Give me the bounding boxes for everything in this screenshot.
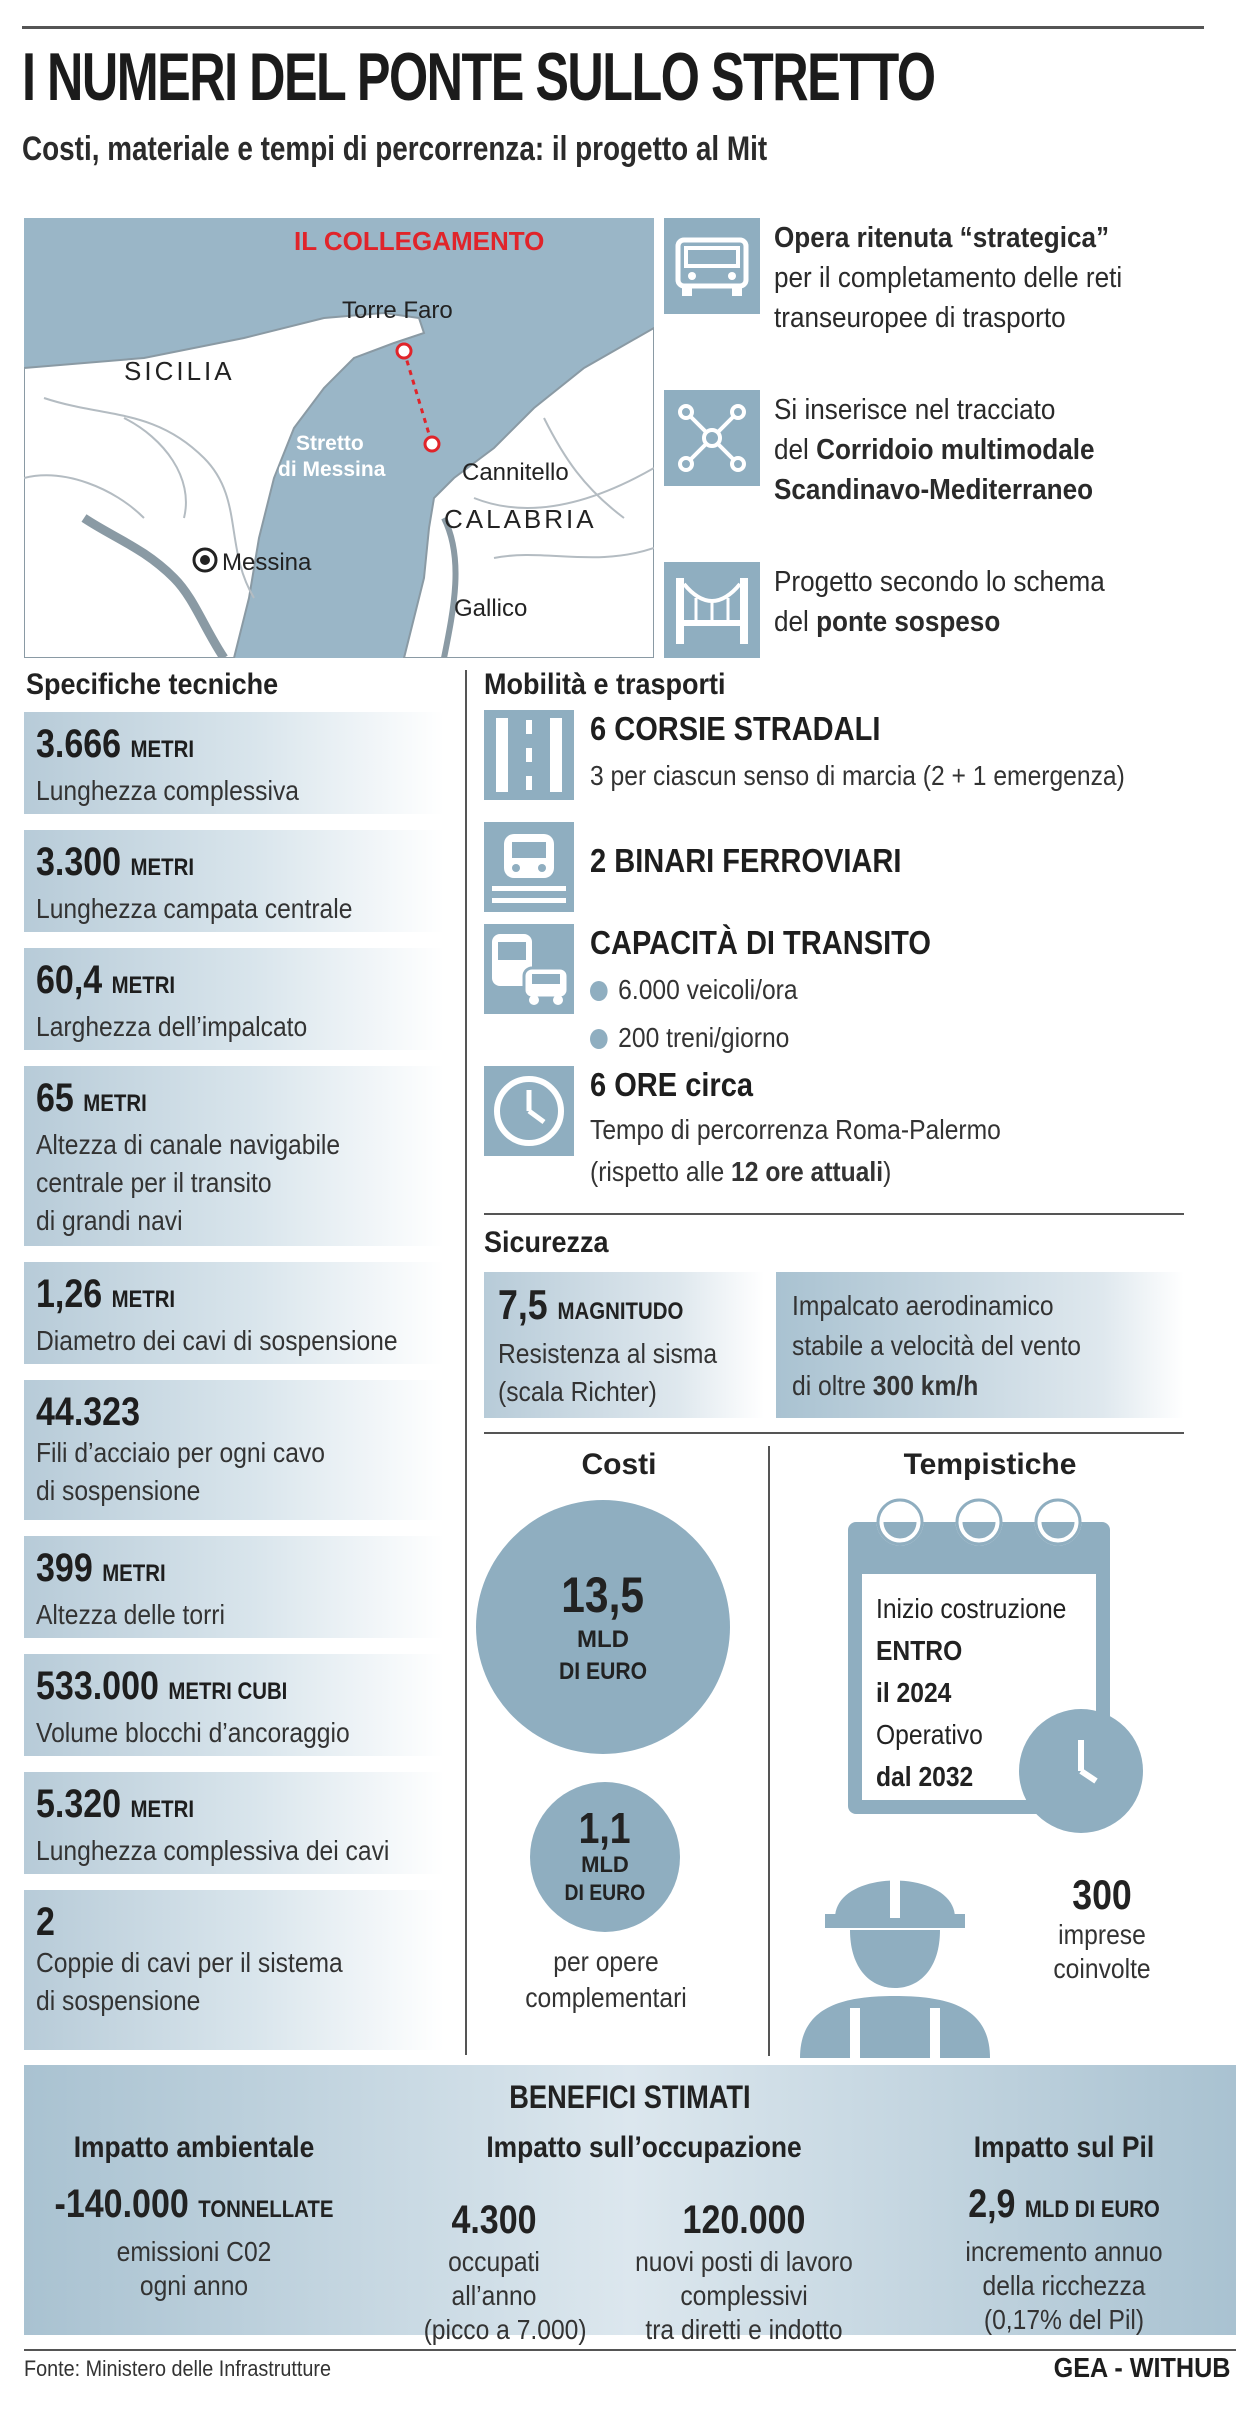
mobility-capacity bbox=[484, 924, 1184, 1084]
capacity-vehicles: 6.000 veicoli/ora bbox=[618, 974, 798, 1005]
cost-time-divider bbox=[768, 1446, 770, 2056]
rail-title: 2 BINARI FERROVIARI bbox=[590, 842, 902, 879]
label-torre-faro: Torre Faro bbox=[342, 297, 453, 324]
column-divider bbox=[465, 670, 467, 2055]
spec-value: 65 bbox=[36, 1076, 74, 1120]
info-corridor-line3: Scandinavo-Mediterraneo bbox=[774, 474, 1094, 506]
time-desc2-post: ) bbox=[883, 1156, 892, 1187]
benefits-title bbox=[24, 2079, 1236, 2116]
map-heading: IL COLLEGAMENTO bbox=[294, 226, 545, 256]
spec-desc: Lunghezza campata centrale bbox=[36, 893, 353, 924]
stopwatch-icon bbox=[1016, 1706, 1146, 1836]
firms-l1: imprese bbox=[1058, 1919, 1146, 1950]
timing-l2: ENTRO bbox=[876, 1635, 963, 1666]
jobs-b-l3: tra diretti e indotto bbox=[645, 2314, 843, 2345]
spec-value: 44.323 bbox=[36, 1390, 140, 1434]
safety-quake bbox=[484, 1272, 764, 1418]
bullet-dot bbox=[590, 1029, 608, 1049]
spec-desc: Lunghezza complessiva dei cavi bbox=[36, 1835, 390, 1866]
quake-value: 7,5 bbox=[498, 1281, 548, 1328]
cost-main-unit2: DI EURO bbox=[558, 1658, 647, 1685]
time-title: 6 ORE circa bbox=[590, 1066, 754, 1103]
spec-unit: METRI bbox=[111, 972, 176, 999]
gdp-l2: della ricchezza bbox=[982, 2270, 1146, 2301]
jobs-a-value: 4.300 bbox=[451, 2198, 537, 2242]
spec-value: 3.300 bbox=[36, 840, 122, 884]
timing-title: Tempistiche bbox=[903, 1448, 1077, 1481]
benefits-title-text: BENEFICI STIMATI bbox=[509, 2079, 751, 2115]
wind-l1: Impalcato aerodinamico bbox=[792, 1290, 1054, 1321]
jobs-a bbox=[414, 2195, 587, 2347]
env-l2: ogni anno bbox=[139, 2270, 249, 2301]
spec-value: 3.666 bbox=[36, 722, 122, 766]
time-desc2-bold: 12 ore attuali bbox=[731, 1156, 884, 1187]
spec-unit: METRI bbox=[83, 1090, 147, 1117]
page-subtitle: Costi, materiale e tempi di percorrenza: il progetto al Mit bbox=[22, 130, 768, 168]
network-icon bbox=[664, 390, 760, 486]
info-bridge-line1: Progetto secondo lo schema bbox=[774, 566, 1105, 598]
spec-unit: METRI bbox=[130, 854, 195, 881]
timing-l4: Operativo bbox=[876, 1719, 983, 1750]
gdp-l1: incremento annuo bbox=[965, 2236, 1163, 2267]
section-divider bbox=[484, 1213, 1184, 1215]
timing-l3: il 2024 bbox=[876, 1677, 952, 1708]
worker-icon bbox=[790, 1848, 1000, 2058]
cost-extra-unit2: DI EURO bbox=[564, 1880, 646, 1905]
jobs-b bbox=[614, 2195, 874, 2347]
benefit-jobs bbox=[414, 2131, 874, 2165]
spec-value: 533.000 bbox=[36, 1664, 159, 1708]
spec-desc: Volume blocchi d’ancoraggio bbox=[36, 1717, 350, 1748]
spec-item bbox=[24, 948, 444, 1050]
gdp-unit: MLD DI EURO bbox=[1024, 2196, 1160, 2223]
info-strategic bbox=[664, 218, 1224, 334]
jobs-head: Impatto sull’occupazione bbox=[486, 2131, 802, 2164]
safety-wind bbox=[776, 1272, 1184, 1418]
spec-desc: centrale per il transito bbox=[36, 1167, 272, 1198]
gdp-head: Impatto sul Pil bbox=[973, 2131, 1155, 2164]
clock-icon bbox=[484, 1066, 574, 1156]
spec-desc: Lunghezza complessiva bbox=[36, 775, 299, 806]
info-strategic-line3: transeuropee di trasporto bbox=[774, 302, 1066, 334]
spec-item bbox=[24, 1262, 444, 1364]
info-corridor bbox=[664, 390, 1224, 506]
capacity-trains: 200 treni/giorno bbox=[618, 1022, 790, 1053]
cost-main-circle bbox=[476, 1500, 730, 1754]
benefits-panel bbox=[24, 2065, 1236, 2345]
benefit-env bbox=[24, 2131, 364, 2303]
cost-extra-circle bbox=[530, 1782, 680, 1932]
label-stretto-1: Stretto bbox=[296, 432, 364, 455]
label-cannitello: Cannitello bbox=[462, 459, 569, 486]
info-bridge-line2-bold: ponte sospeso bbox=[816, 606, 1001, 638]
env-unit: TONNELLATE bbox=[198, 2196, 334, 2223]
jobs-a-l1: occupati bbox=[448, 2246, 540, 2277]
firms-l2: coinvolte bbox=[1053, 1953, 1151, 1984]
lanes-title: 6 CORSIE STRADALI bbox=[590, 710, 881, 747]
label-stretto-2: di Messina bbox=[278, 458, 386, 481]
cost-extra-l2: complementari bbox=[525, 1982, 687, 2013]
label-gallico: Gallico bbox=[454, 595, 528, 622]
spec-desc: di sospensione bbox=[36, 1985, 201, 2016]
cost-main-value: 13,5 bbox=[561, 1567, 645, 1623]
time-desc1: Tempo di percorrenza Roma-Palermo bbox=[590, 1114, 1001, 1145]
spec-value: 399 bbox=[36, 1546, 93, 1590]
info-bridge bbox=[664, 562, 1224, 662]
spec-item bbox=[24, 1772, 444, 1874]
wind-l3-bold: 300 km/h bbox=[872, 1370, 979, 1401]
jobs-a-l3: (picco a 7.000) bbox=[423, 2314, 587, 2345]
spec-unit: METRI bbox=[102, 1560, 166, 1587]
cost-extra-caption bbox=[476, 1944, 736, 2016]
spec-unit: METRI bbox=[130, 1796, 195, 1823]
info-corridor-line2-bold: Corridoio multimodale bbox=[816, 434, 1095, 466]
quake-unit: MAGNITUDO bbox=[557, 1298, 684, 1325]
jobs-a-l2: all’anno bbox=[451, 2280, 537, 2311]
safety-title: Sicurezza bbox=[484, 1226, 609, 1259]
vehicles-icon bbox=[484, 924, 574, 1014]
spec-value: 5.320 bbox=[36, 1782, 122, 1826]
footer-rule bbox=[24, 2349, 1236, 2351]
spec-unit: METRI CUBI bbox=[168, 1678, 288, 1705]
top-rule bbox=[22, 26, 1204, 29]
env-head: Impatto ambientale bbox=[73, 2131, 315, 2164]
mobility-time bbox=[484, 1066, 1184, 1206]
costs-title: Costi bbox=[581, 1448, 657, 1481]
lanes-desc: 3 per ciascun senso di marcia (2 + 1 emergenza) bbox=[590, 760, 1125, 791]
label-messina: Messina bbox=[222, 549, 312, 576]
mobility-title: Mobilità e trasporti bbox=[484, 668, 726, 701]
wind-l2: stabile a velocità del vento bbox=[792, 1330, 1082, 1361]
spec-item bbox=[24, 1380, 444, 1520]
info-strategic-line2: per il completamento delle reti bbox=[774, 262, 1123, 294]
time-desc2-pre: (rispetto alle bbox=[590, 1156, 732, 1187]
spec-item bbox=[24, 830, 444, 932]
firms-block bbox=[1002, 1872, 1202, 1986]
spec-desc: Larghezza dell’impalcato bbox=[36, 1011, 308, 1042]
bridge-icon bbox=[664, 562, 760, 658]
timing-l1: Inizio costruzione bbox=[876, 1593, 1067, 1624]
label-calabria: CALABRIA bbox=[444, 504, 597, 534]
capacity-title: CAPACITÀ DI TRANSITO bbox=[590, 924, 931, 961]
spec-desc: Coppie di cavi per il sistema bbox=[36, 1947, 343, 1978]
strait-map bbox=[24, 218, 654, 658]
spec-desc: Fili d’acciaio per ogni cavo bbox=[36, 1437, 325, 1468]
spec-item bbox=[24, 1654, 444, 1756]
info-strategic-line1: Opera ritenuta “strategica” bbox=[774, 222, 1110, 254]
mobility-lanes bbox=[484, 710, 1184, 806]
wind-l3-pre: di oltre bbox=[792, 1370, 873, 1401]
label-sicilia: SICILIA bbox=[124, 356, 235, 386]
spec-item bbox=[24, 1536, 444, 1638]
info-corridor-line1: Si inserisce nel tracciato bbox=[774, 394, 1056, 426]
jobs-b-l2: complessivi bbox=[680, 2280, 808, 2311]
credit-logo: GEA - WITHUB bbox=[1053, 2352, 1230, 2383]
cost-main-unit1: MLD bbox=[577, 1626, 629, 1653]
spec-value: 60,4 bbox=[36, 958, 103, 1002]
page-title: I NUMERI DEL PONTE SULLO STRETTO bbox=[22, 39, 935, 115]
quake-l2: (scala Richter) bbox=[498, 1376, 657, 1407]
cost-extra-unit1: MLD bbox=[581, 1852, 629, 1877]
spec-value: 1,26 bbox=[36, 1272, 103, 1316]
spec-desc: Altezza delle torri bbox=[36, 1599, 225, 1630]
gdp-value: 2,9 bbox=[968, 2182, 1016, 2226]
env-l1: emissioni C02 bbox=[116, 2236, 272, 2267]
info-corridor-line2-pre: del bbox=[774, 434, 817, 466]
section-divider bbox=[484, 1432, 1184, 1434]
train-icon bbox=[484, 822, 574, 912]
info-bridge-line2-pre: del bbox=[774, 606, 817, 638]
spec-unit: METRI bbox=[111, 1286, 176, 1313]
specs-title: Specifiche tecniche bbox=[26, 668, 279, 701]
jobs-b-value: 120.000 bbox=[682, 2198, 806, 2242]
benefit-gdp bbox=[904, 2131, 1224, 2337]
source-note: Fonte: Ministero delle Infrastrutture bbox=[24, 2356, 332, 2381]
env-value: -140.000 bbox=[54, 2182, 189, 2226]
cost-extra-l1: per opere bbox=[553, 1946, 659, 1977]
cost-extra-value: 1,1 bbox=[578, 1804, 631, 1853]
jobs-b-l1: nuovi posti di lavoro bbox=[635, 2246, 853, 2277]
truck-icon bbox=[664, 218, 760, 314]
spec-desc: Diametro dei cavi di sospensione bbox=[36, 1325, 398, 1356]
spec-value: 2 bbox=[36, 1900, 55, 1944]
spec-desc: di sospensione bbox=[36, 1475, 201, 1506]
spec-desc: di grandi navi bbox=[36, 1205, 183, 1236]
quake-l1: Resistenza al sisma bbox=[498, 1338, 718, 1369]
timing-l5: dal 2032 bbox=[876, 1761, 974, 1792]
road-icon bbox=[484, 710, 574, 800]
spec-item bbox=[24, 1066, 444, 1246]
mobility-rail bbox=[484, 822, 1184, 918]
spec-item bbox=[24, 712, 444, 814]
bullet-dot bbox=[590, 981, 608, 1001]
spec-item bbox=[24, 1890, 444, 2050]
map-graphic bbox=[24, 218, 654, 658]
gdp-l3: (0,17% del Pil) bbox=[983, 2304, 1145, 2335]
spec-unit: METRI bbox=[130, 736, 195, 763]
spec-desc: Altezza di canale navigabile bbox=[36, 1129, 341, 1160]
firms-value: 300 bbox=[1072, 1871, 1132, 1918]
